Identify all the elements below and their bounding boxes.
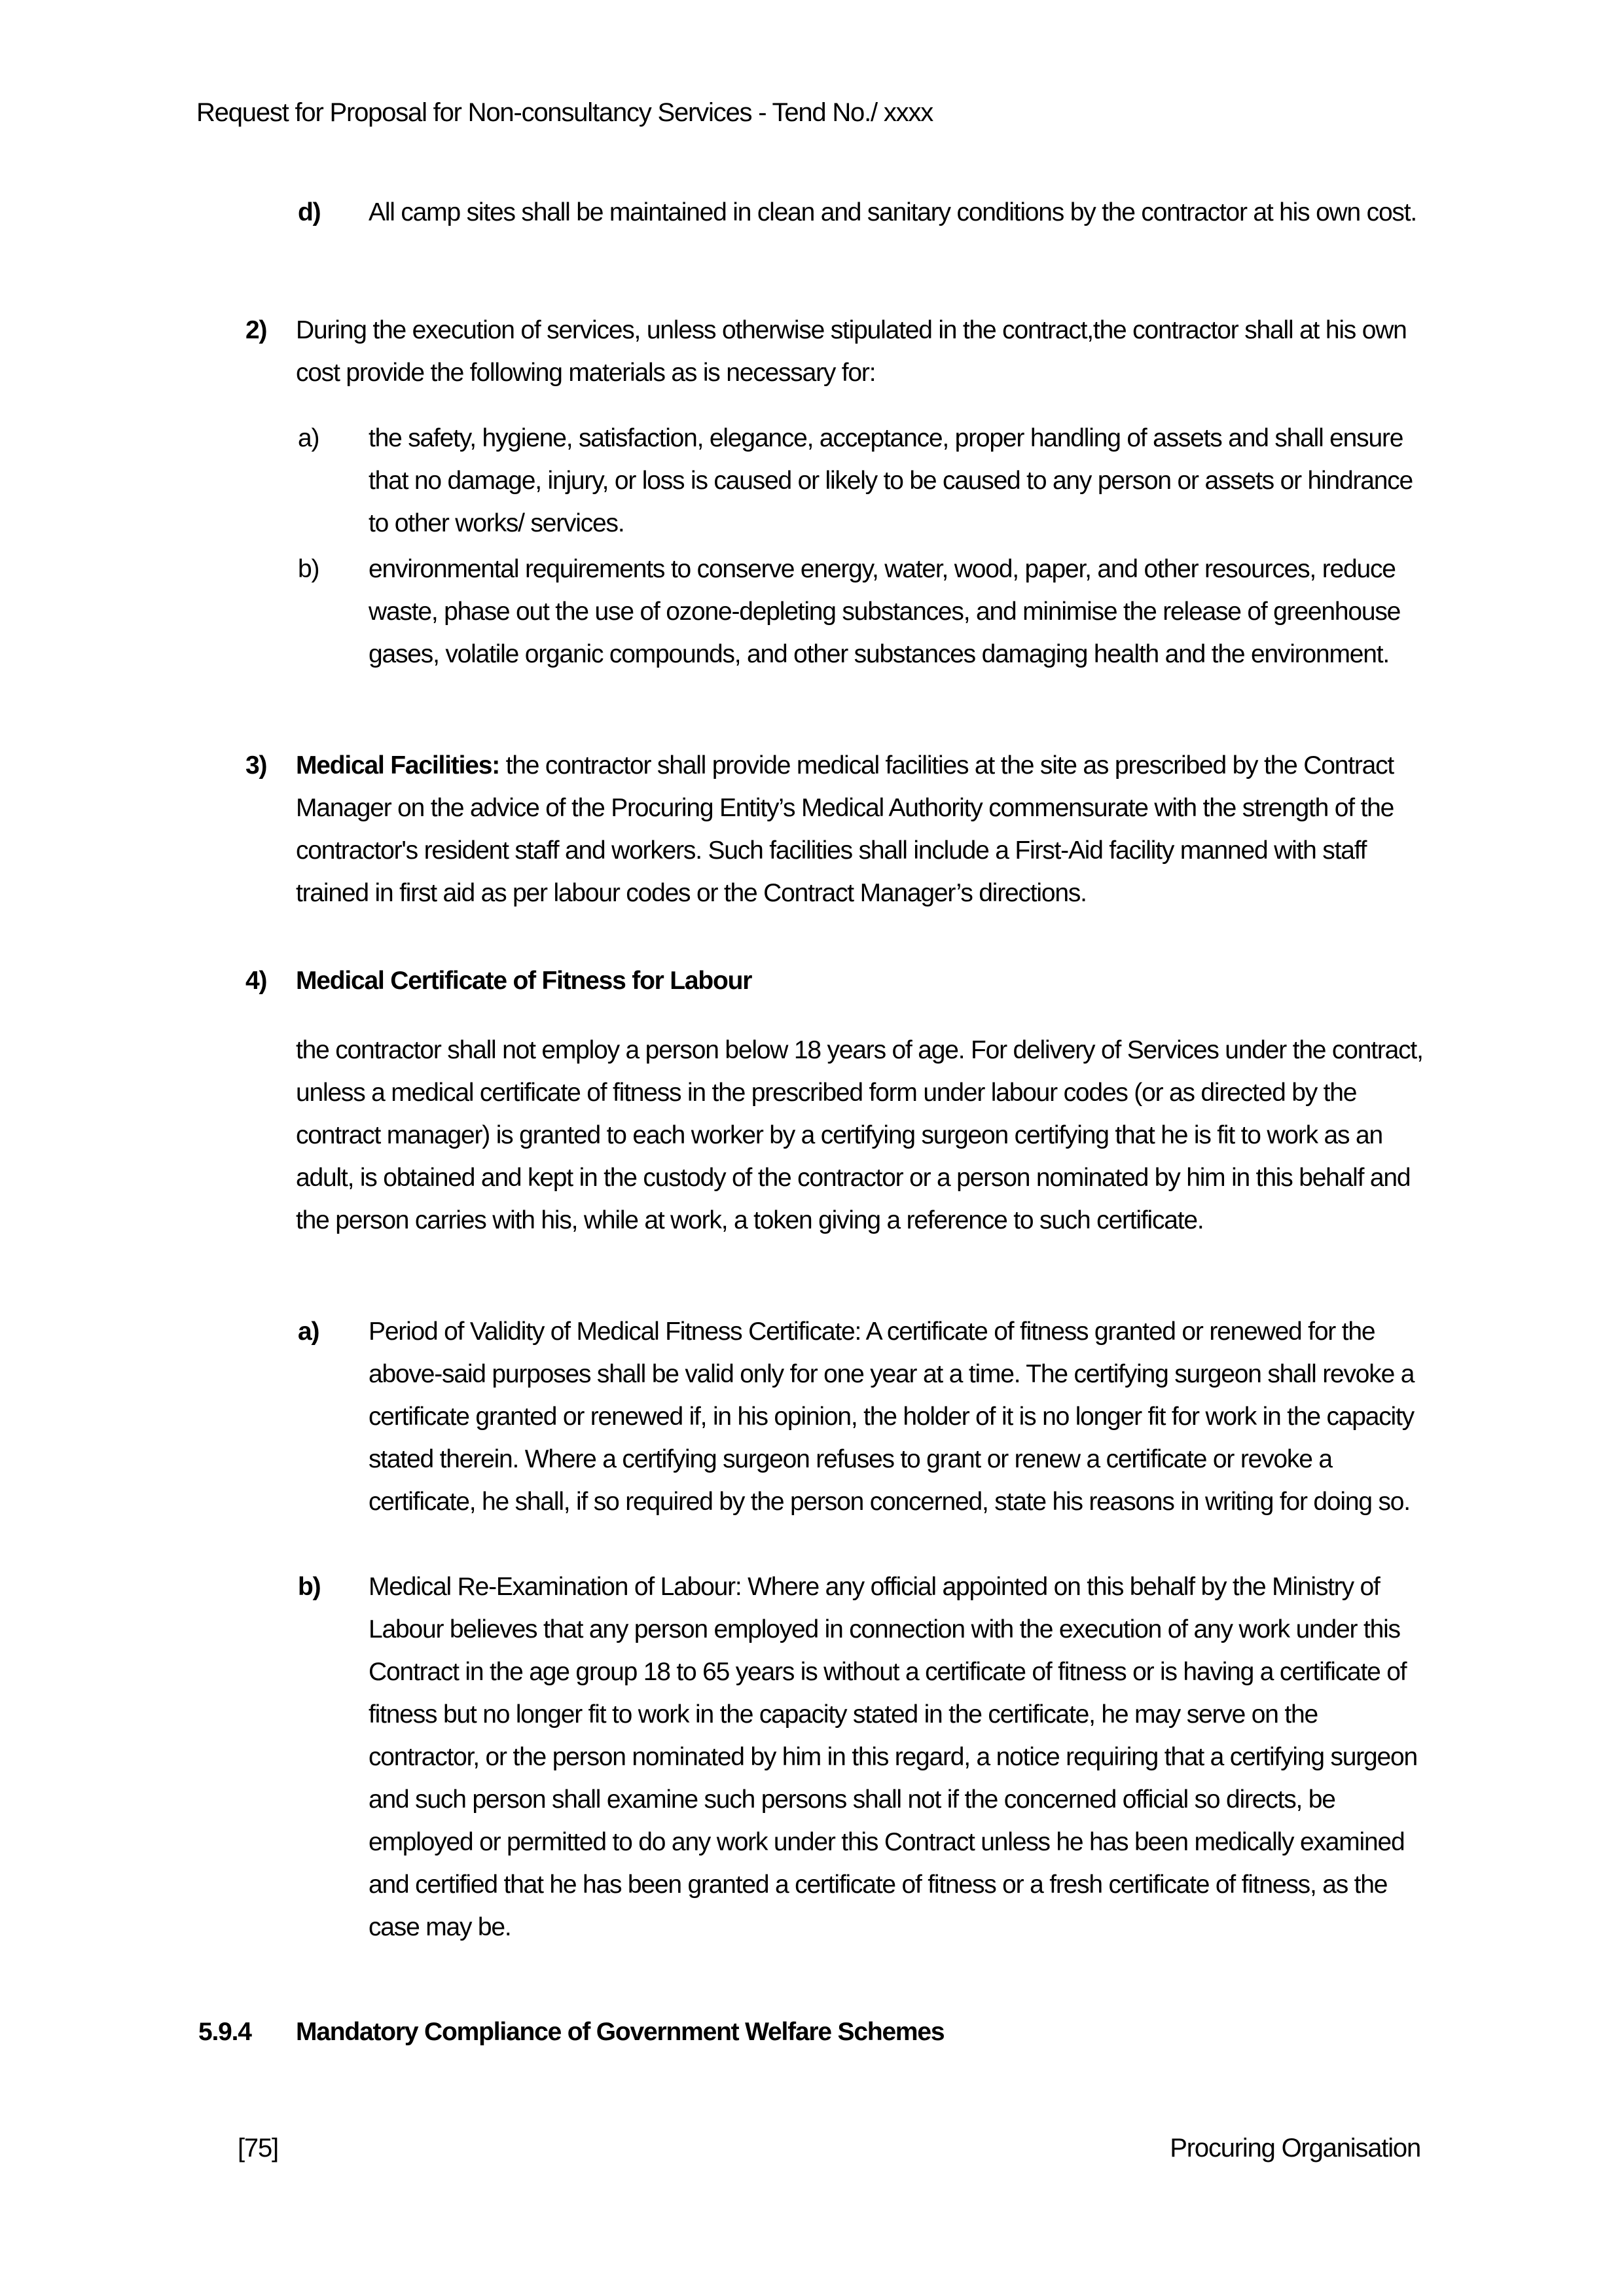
list-item-3 [245,744,1434,914]
section-heading-5-9-4 [198,2011,1435,2053]
list-item-4b [298,1566,1434,1948]
list-item-4-heading [245,960,1434,1002]
list-item-text: Period of Validity of Medical Fitness Certificate: A certificate of fitness granted or renewed for the above-said purposes shall be valid only for one year at a time. The certifying surgeon shall revoke a certificate granted or renewed if, in his opinion, the holder of it is no longer fit for work in the capacity stated therein. Where a certifying surgeon refuses to grant or renew a certificate or revoke a certificate, he shall, if so required by the person concerned, state his reasons in writing for doing so. [369,1318,1415,1516]
footer-page-number: [75] [238,2134,278,2162]
list-item-text: the safety, hygiene, satisfaction, elegance, acceptance, proper handling of assets and shall ensure that no damage, injury, or loss is caused or likely to be caused to any person or assets or hindrance to other works/ services. [369,424,1413,537]
list-item-label: a) [298,424,319,452]
list-item-text: During the execution of services, unless otherwise stipulated in the contract,the contractor shall at his own cost provide the following materials as is necessary for: [296,316,1407,387]
list-item-bold-lead: Medical Facilities: [296,751,499,780]
list-item-text: environmental requirements to conserve energy, water, wood, paper, and other resources, reduce waste, phase out the use of ozone-depleting substances, and minimise the release of greenhouse gases, volatile organic compounds, and other substances damaging health and the environment. [369,555,1401,668]
list-item-body: the contractor shall provide medical facilities at the site as prescribed by the Contract Manager on the advice of the Procuring Entity’s Medical Authority commensurate with the strength of the contractor's resident staff and workers. Such facilities shall include a First-Aid facility manned with staff trained in first aid as per labour codes or the Contract Manager’s directions. [296,751,1394,907]
list-item-text: All camp sites shall be maintained in clean and sanitary conditions by the contractor at his own cost. [369,198,1417,226]
item-4-paragraph: the contractor shall not employ a person below 18 years of age. For delivery of Services under the contract, unless a medical certificate of fitness in the prescribed form under labour codes (or as directed by the contract manager) is granted to each worker by a certifying surgeon certifying that he is fit to work as an adult, is obtained and kept in the custody of the contractor or a person nominated by him in this behalf and the person carries with his, while at work, a token giving a reference to such certificate. [296,1036,1423,1234]
list-item-label: b) [298,555,319,583]
list-item-label: a) [298,1318,319,1346]
list-item-heading-text: Medical Certificate of Fitness for Labour [296,967,752,995]
list-item-2a [298,417,1434,545]
page-footer [238,2132,1420,2164]
list-item-2 [245,309,1434,394]
footer-organisation: Procuring Organisation [1170,2134,1420,2162]
list-item-label: 3) [245,751,267,780]
list-item-2b [298,548,1434,675]
list-item-d [298,191,1434,234]
section-title: Mandatory Compliance of Government Welfare Schemes [296,2018,945,2046]
list-item-text [296,744,1434,914]
list-item-4a [298,1310,1434,1523]
page-header: Request for Proposal for Non-consultancy Services - Tend No./ xxxx [196,98,933,127]
list-item-text: Medical Re-Examination of Labour: Where any official appointed on this behalf by the Ministry of Labour believes that any person employed in connection with the execution of any work under this Contract in the age group 18 to 65 years is without a certificate of fitness or is having a certificate of fitness but no longer fit to work in the capacity stated in the certificate, he may serve on the contractor, or the person nominated by him in this regard, a notice requiring that a certifying surgeon and such person shall examine such persons shall not if the concerned official so directs, be employed or permitted to do any work under this Contract unless he has been medically examined and certified that he has been granted a certificate of fitness or a fresh certificate of fitness, as the case may be. [369,1573,1418,1941]
list-item-label: 2) [245,316,267,344]
list-item-label: 4) [245,967,267,995]
list-item-label: d) [298,198,321,226]
list-item-label: b) [298,1573,321,1601]
section-number: 5.9.4 [198,2018,251,2046]
